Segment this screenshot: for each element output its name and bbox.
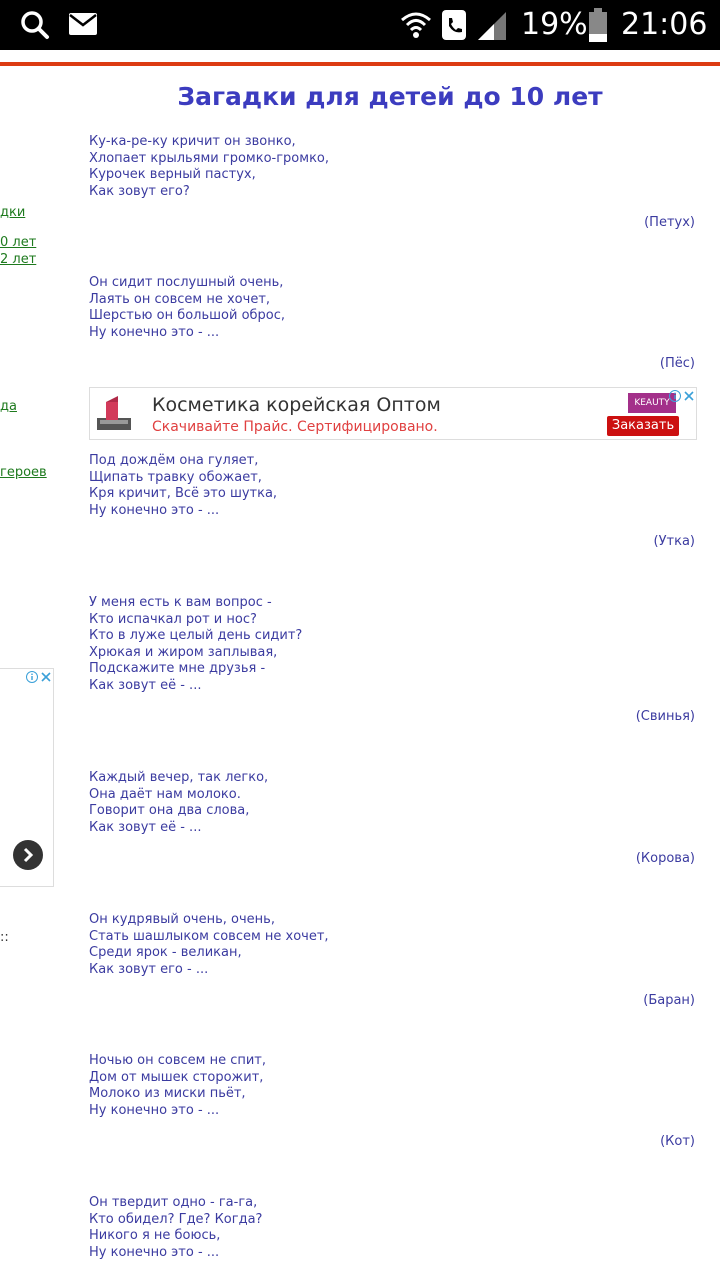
sidebar-link[interactable]: да (0, 399, 17, 414)
ad-banner[interactable] (89, 387, 697, 440)
signal-icon (478, 10, 508, 40)
riddle-line: Никого я не боюсь, (89, 1228, 221, 1243)
ad-order-button[interactable]: Заказать (607, 416, 679, 436)
call-icon (442, 10, 468, 40)
riddle-line: Ну конечно это - ... (89, 1244, 220, 1260)
riddle-line: Дом от мышек сторожит, (89, 1069, 264, 1085)
riddle-line: Хрюкая и жиром заплывая, (89, 644, 278, 660)
riddle-line: Лаять он совсем не хочет, (89, 291, 271, 307)
sidebar-fragment: :: (0, 930, 9, 945)
ad-subtitle[interactable]: Скачивайте Прайс. Сертифицировано. (152, 419, 438, 435)
battery-percent: 19% (521, 7, 588, 42)
clock: 21:06 (621, 7, 708, 42)
riddle-line: Хлопает крыльями громко-громко, (89, 150, 330, 166)
lipstick-image (94, 392, 134, 436)
riddle-line: Он твердит одно - га-га, (89, 1195, 258, 1210)
riddle-line: Ну конечно это - ... (89, 324, 220, 340)
ad-close-icon[interactable] (40, 671, 52, 683)
riddle-answer: (Петух) (644, 215, 695, 230)
header-divider (0, 62, 720, 66)
riddle-line: Кто обидел? Где? Когда? (89, 1211, 263, 1227)
riddle-line: Кто в луже целый день сидит? (89, 628, 303, 643)
riddle-line: Она даёт нам молоко. (89, 786, 241, 802)
riddle-text (89, 453, 509, 519)
riddle-line: Щипать травку обожает, (89, 469, 262, 485)
sidebar-link[interactable]: 0 лет (0, 235, 37, 250)
sidebar-link[interactable]: дки (0, 205, 26, 220)
riddle-text (89, 134, 509, 200)
page-title: Загадки для детей до 10 лет (177, 82, 603, 111)
riddle-text (89, 912, 509, 978)
ad-info-icon[interactable] (26, 671, 38, 683)
riddle-line: Молоко из миски пьёт, (89, 1086, 246, 1101)
riddle-line: Как зовут её - ... (89, 819, 202, 835)
riddle-answer: (Пёс) (659, 356, 695, 371)
riddle-text (89, 595, 509, 694)
riddle-line: Говорит она два слова, (89, 803, 250, 818)
riddle-answer: (Утка) (653, 534, 695, 549)
riddle-line: Он кудрявый очень, очень, (89, 912, 275, 927)
ad-info-icon[interactable] (669, 390, 681, 402)
riddle-line: Ну конечно это - ... (89, 502, 220, 518)
riddle-answer: (Баран) (643, 993, 695, 1008)
riddle-line: Кря кричит, Всё это шутка, (89, 486, 278, 501)
side-ad[interactable] (0, 668, 54, 887)
ad-next-button[interactable] (13, 840, 43, 870)
chevron-right-icon (13, 840, 43, 870)
riddle-line: Ночью он совсем не спит, (89, 1053, 267, 1068)
riddle-line: Как зовут его - ... (89, 961, 209, 977)
riddle-line: Как зовут её - ... (89, 677, 202, 693)
riddle-line: Под дождём она гуляет, (89, 453, 259, 468)
riddle-line: Шерстью он большой оброс, (89, 308, 286, 323)
search-icon[interactable] (20, 10, 50, 40)
ad-logo: KEAUTY (628, 393, 676, 413)
riddle-line: Курочек верный пастух, (89, 167, 256, 182)
battery-icon (588, 8, 608, 42)
riddle-text (89, 1053, 509, 1119)
riddle-line: Кто испачкал рот и нос? (89, 611, 257, 627)
riddle-line: Стать шашлыком совсем не хочет, (89, 928, 329, 944)
riddle-answer: (Корова) (635, 851, 695, 866)
riddle-answer: (Кот) (660, 1134, 695, 1149)
ad-close-icon[interactable] (683, 390, 695, 402)
riddle-line: Ку-ка-ре-ку кричит он звонко, (89, 134, 296, 149)
riddle-line: У меня есть к вам вопрос - (89, 595, 272, 610)
riddle-text (89, 1195, 509, 1261)
riddle-text (89, 770, 509, 836)
riddle-line: Подскажите мне друзья - (89, 661, 266, 676)
riddle-line: Каждый вечер, так легко, (89, 770, 269, 785)
sidebar-link[interactable]: героев (0, 465, 47, 480)
riddle-line: Как зовут его? (89, 183, 190, 199)
riddle-line: Среди ярок - великан, (89, 945, 242, 960)
riddle-line: Ну конечно это - ... (89, 1102, 220, 1118)
status-bar (0, 0, 720, 50)
sidebar-link[interactable]: 2 лет (0, 252, 37, 267)
mail-icon[interactable] (69, 13, 97, 35)
riddle-line: Он сидит послушный очень, (89, 275, 284, 290)
wifi-icon (400, 10, 432, 40)
riddle-answer: (Свинья) (635, 709, 695, 724)
ad-title[interactable]: Косметика корейская Оптом (152, 394, 441, 416)
riddle-text (89, 275, 509, 341)
